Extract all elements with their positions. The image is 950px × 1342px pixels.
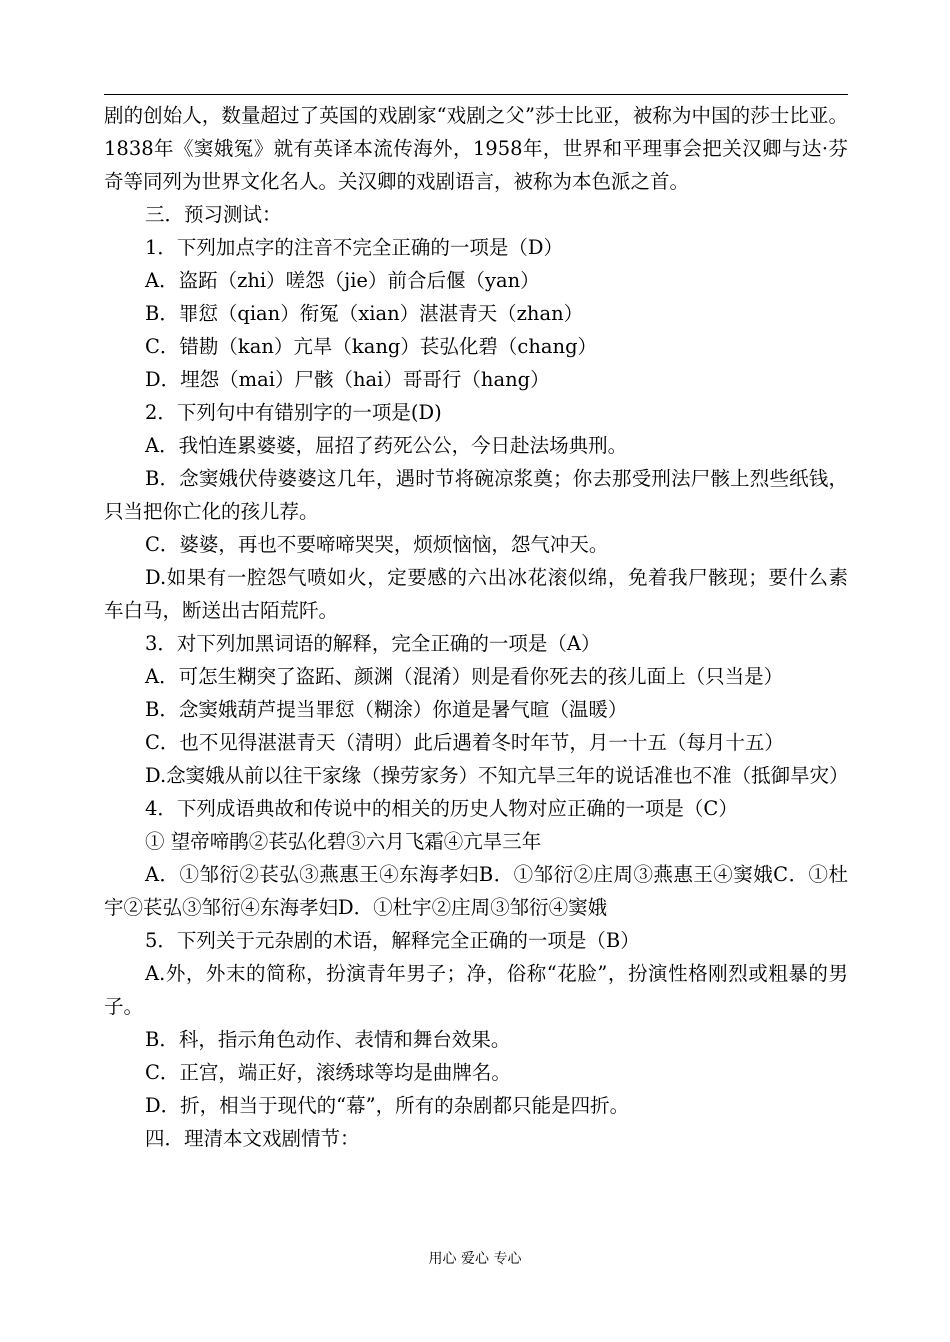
- paragraph: 2．下列句中有错别字的一项是(D): [145, 401, 442, 424]
- page-footer: 用心 爱心 专心: [428, 1251, 522, 1267]
- paragraph: 5．下列关于元杂剧的术语，解释完全正确的一项是（B）: [145, 929, 640, 952]
- paragraph: 1．下列加点字的注音不完全正确的一项是（D）: [145, 236, 564, 259]
- paragraph: 三．预习测试：: [145, 203, 282, 226]
- paragraph: A．①邹衍②苌弘③燕惠王④东海孝妇B．①邹衍②庄周③燕惠王④窦娥C．①杜宇②苌弘③邹衍④东海孝妇D．①杜宇②庄周③邹衍④窦娥: [104, 863, 848, 919]
- paragraph: A．可怎生糊突了盗跖、颜渊（混淆）则是看你死去的孩儿面上（只当是）: [145, 665, 784, 688]
- paragraph: D.如果有一腔怨气喷如火，定要感的六出冰花滚似绵，免着我尸骸现；要什么素车白马，断送出古陌荒阡。: [104, 566, 848, 622]
- paragraph: C．正宫，端正好，滚绣球等均是曲牌名。: [145, 1061, 511, 1084]
- paragraph: 剧的创始人，数量超过了英国的戏剧家“戏剧之父”莎士比亚，被称为中国的莎士比亚。1838年《窦娥冤》就有英译本流传海外，1958年，世界和平理事会把关汉卿与达·芬奇等同列为世界文化名人。关汉卿的戏剧语言，被称为本色派之首。: [104, 104, 848, 193]
- paragraph: D．埋怨（mai）尸骸（hai）哥哥行（hang）: [145, 368, 550, 391]
- paragraph: B．罪愆（qian）衔冤（xian）湛湛青天（zhan）: [145, 302, 584, 325]
- paragraph: C．错勘（kan）亢旱（kang）苌弘化碧（chang）: [145, 335, 598, 358]
- paragraph: D．折，相当于现代的“幕”，所有的杂剧都只能是四折。: [145, 1094, 630, 1117]
- paragraph: A．盗跖（zhi）嗟怨（jie）前合后偃（yan）: [145, 269, 540, 292]
- paragraph: B．科，指示角色动作、表情和舞台效果。: [145, 1028, 511, 1051]
- paragraph: A．我怕连累婆婆，屈招了药死公公，今日赴法场典刑。: [145, 434, 628, 457]
- paragraph: ① 望帝啼鹃②苌弘化碧③六月飞霜④亢旱三年: [145, 830, 542, 853]
- paragraph: 4．下列成语典故和传说中的相关的历史人物对应正确的一项是（C）: [145, 797, 738, 820]
- paragraph: C．也不见得湛湛青天（清明）此后遇着冬时年节，月一十五（每月十五）: [145, 731, 784, 754]
- paragraph: 3．对下列加黑词语的解释，完全正确的一项是（A）: [145, 632, 601, 655]
- paragraph: 四．理清本文戏剧情节：: [145, 1127, 360, 1150]
- header-rule: [104, 94, 848, 95]
- paragraph: D.念窦娥从前以往干家缘（操劳家务）不知亢旱三年的说话准也不准（抵御旱灾）: [145, 764, 849, 787]
- paragraph: B．念窦娥伏侍婆婆这几年，遇时节将碗凉浆奠；你去那受刑法尸骸上烈些纸钱，只当把你亡化的孩儿荐。: [104, 467, 848, 523]
- document-body: [104, 99, 848, 1155]
- paragraph: B．念窦娥葫芦提当罪愆（糊涂）你道是暑气暄（温暖）: [145, 698, 628, 721]
- paragraph: C．婆婆，再也不要啼啼哭哭，烦烦恼恼，怨气冲天。: [145, 533, 609, 556]
- paragraph: A.外，外末的简称，扮演青年男子；净，俗称“花脸”，扮演性格刚烈或粗暴的男子。: [104, 962, 848, 1018]
